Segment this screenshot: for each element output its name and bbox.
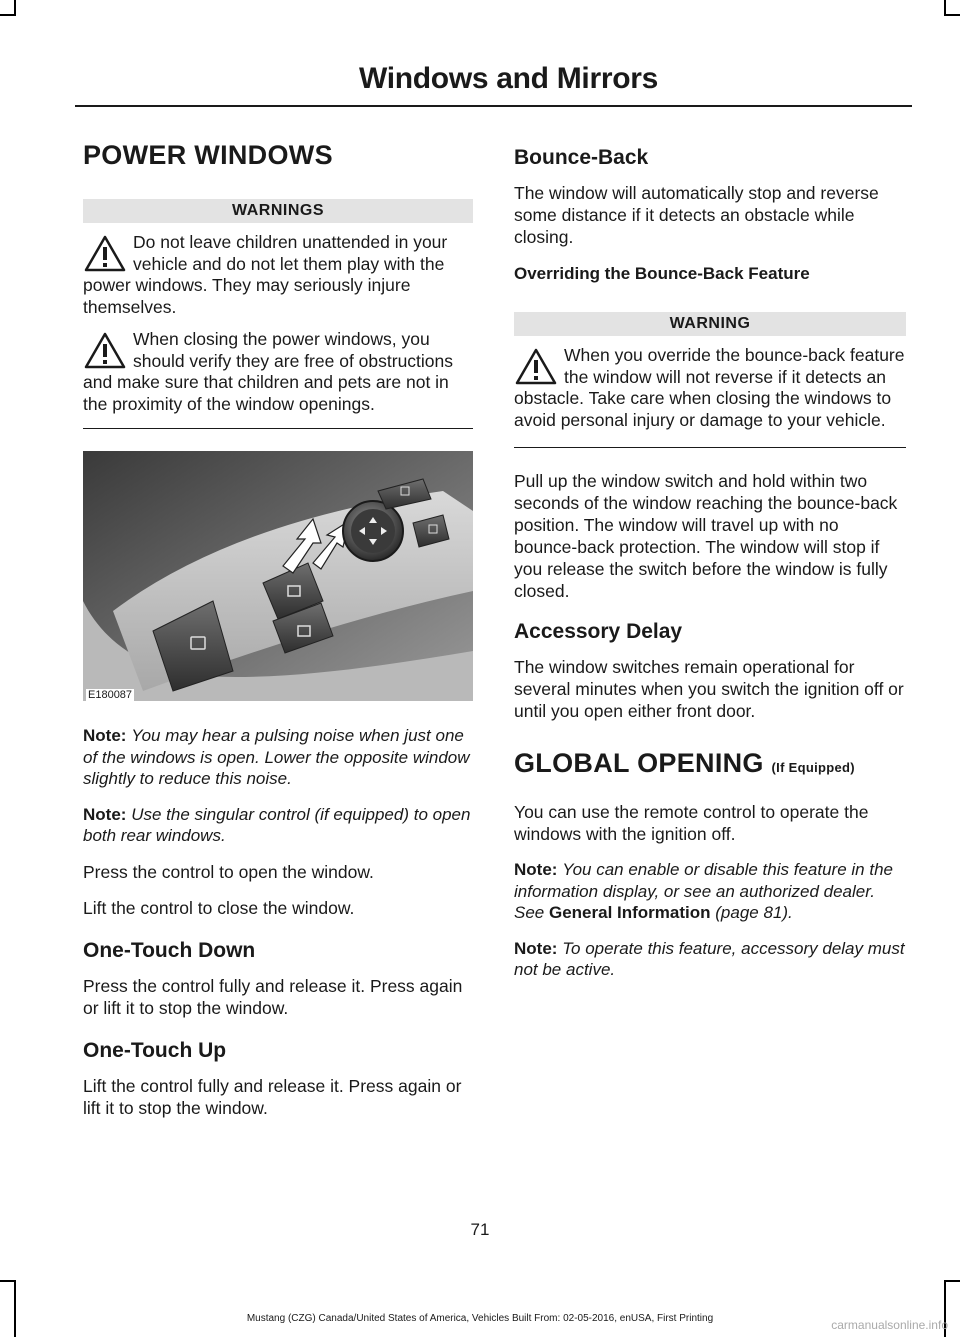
note-enable-feature: Note: You can enable or disable this feature in the information display, or see an authorized dealer. See General Information (page 81). xyxy=(514,860,893,922)
page-number: 71 xyxy=(470,1220,490,1239)
watermark: carmanualsonline.info xyxy=(831,1318,948,1332)
left-column xyxy=(83,140,473,1133)
general-information-link[interactable]: General Information xyxy=(548,903,711,922)
note-accessory-delay: Note: To operate this feature, accessory delay must not be active. xyxy=(514,938,905,979)
note-singular-control: Note: Use the singular control (if equipped) to open both rear windows. xyxy=(83,804,471,845)
crop-mark xyxy=(944,1280,960,1282)
warning-triangle-icon xyxy=(83,331,127,371)
crop-mark xyxy=(0,14,16,16)
section-heading-global-opening: GLOBAL OPENING (If Equipped) xyxy=(514,748,855,778)
crop-mark xyxy=(944,14,960,16)
lift-instruction: Lift the control to close the window. xyxy=(83,897,355,918)
window-switch-illustration xyxy=(83,451,473,701)
crop-mark xyxy=(0,1280,16,1282)
warning-bar: WARNING xyxy=(514,312,906,336)
header-rule xyxy=(75,105,912,107)
chapter-title: Windows and Mirrors xyxy=(358,62,658,95)
heading-override-bounce-back: Overriding the Bounce-Back Feature xyxy=(514,264,810,283)
warnings-bar: WARNINGS xyxy=(83,199,473,223)
heading-one-touch-up: One-Touch Up xyxy=(83,1038,227,1062)
one-touch-up-text: Lift the control fully and release it. Press again or lift it to stop the window. xyxy=(83,1075,462,1118)
warning-text: Do not leave children unattended in your vehicle and do not let them play with the power windows. They may seriously injure themselves. xyxy=(83,232,448,317)
heading-bounce-back: Bounce-Back xyxy=(514,146,649,169)
warning-triangle-icon xyxy=(514,347,558,387)
warning-text: When you override the bounce-back feature the window will not reverse if it detects an obstacle. Take care when closing the windows to avoid personal injury or damage to your vehicle. xyxy=(514,345,905,430)
warning-item xyxy=(514,345,906,431)
global-opening-text: You can use the remote control to operate the windows with the ignition off. xyxy=(514,802,869,844)
warning-rule xyxy=(514,447,906,448)
warning-triangle-icon xyxy=(83,234,127,274)
warning-item xyxy=(83,232,473,318)
bounce-back-text: The window will automatically stop and reverse some distance if it detects an obstacle while closing. xyxy=(514,183,879,247)
heading-accessory-delay: Accessory Delay xyxy=(514,620,683,643)
right-column xyxy=(514,146,906,995)
note-pulsing-noise: Note: You may hear a pulsing noise when just one of the windows is open. Lower the opposite window slightly to reduce this noise. xyxy=(83,726,470,788)
accessory-delay-text: The window switches remain operational for several minutes when you switch the ignition off or until you open either front door. xyxy=(514,657,904,721)
warning-item xyxy=(83,329,473,415)
section-heading-power-windows: POWER WINDOWS xyxy=(83,140,333,170)
warning-text: When closing the power windows, you should verify they are free of obstructions and make sure that children and pets are not in the proximity of the window openings. xyxy=(83,329,454,414)
warnings-rule xyxy=(83,428,473,429)
footer-text: Mustang (CZG) Canada/United States of America, Vehicles Built From: 02-05-2016, enUSA, First Printing xyxy=(246,1313,714,1324)
crop-mark xyxy=(14,1280,16,1337)
override-instructions: Pull up the window switch and hold within two seconds of the window reaching the bounce-back position. The window will travel up with no bounce-back protection. The window will stop if you release the switch before the window is fully closed. xyxy=(514,471,898,601)
door-switch-panel-image xyxy=(83,451,473,701)
press-instruction: Press the control to open the window. xyxy=(83,861,374,882)
one-touch-down-text: Press the control fully and release it. Press again or lift it to stop the window. xyxy=(83,975,463,1018)
heading-one-touch-down: One-Touch Down xyxy=(83,938,256,962)
figure-code: E180087 xyxy=(88,689,133,701)
